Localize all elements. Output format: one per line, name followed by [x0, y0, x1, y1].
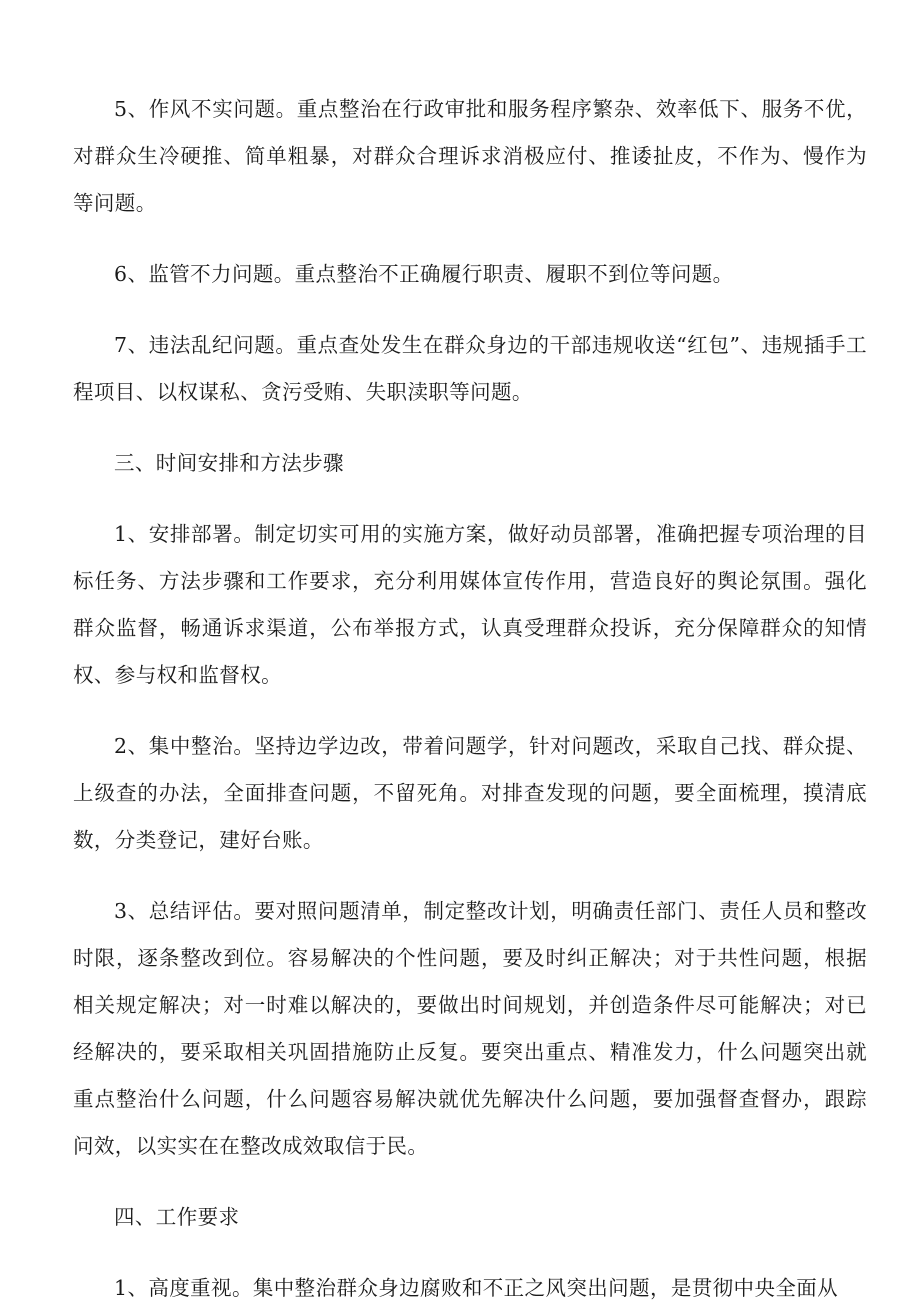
paragraph-step-1-deployment: 1、安排部署。制定切实可用的实施方案，做好动员部署，准确把握专项治理的目标任务、方法步骤和工作要求，充分利用媒体宣传作用，营造良好的舆论氛围。强化群众监督，畅通诉求渠道，公布举报方式，认真受理群众投诉，充分保障群众的知情权、参与权和监督权。: [73, 522, 867, 687]
paragraph-step-2-rectification: 2、集中整治。坚持边学边改，带着问题学，针对问题改，采取自己找、群众提、上级查的办法，全面排查问题，不留死角。对排查发现的问题，要全面梳理，摸清底数，分类登记，建好台账。: [73, 734, 867, 852]
section-heading-3: 三、时间安排和方法步骤: [114, 451, 344, 475]
paragraph-gap: [73, 487, 867, 511]
paragraph-step-3-evaluation: 3、总结评估。要对照问题清单，制定整改计划，明确责任部门、责任人员和整改时限，逐条整改到位。容易解决的个性问题，要及时纠正解决；对于共性问题，根据相关规定解决；对一时难以解决的，要做出时间规划，并创造条件尽可能解决；对已经解决的，要采取相关巩固措施防止反复。要突出重点、精准发力，什么问题突出就重点整治什么问题，什么问题容易解决就优先解决什么问题，要加强督查督办，跟踪问效，以实实在在整改成效取信于民。: [73, 899, 867, 1158]
paragraph-item-7-discipline: 7、违法乱纪问题。重点查处发生在群众身边的干部违规收送“红包”、违规插手工程项目、以权谋私、贪污受贿、失职渎职等问题。: [73, 333, 867, 404]
paragraph-gap: [73, 416, 867, 440]
section-heading-4: 四、工作要求: [114, 1205, 240, 1229]
paragraph-gap: [73, 1241, 867, 1265]
document-body: [73, 86, 867, 1312]
paragraph-gap: [73, 864, 867, 888]
paragraph-gap: [73, 298, 867, 322]
paragraph-gap: [73, 227, 867, 251]
paragraph-requirement-1: 1、高度重视。集中整治群众身边腐败和不正之风突出问题，是贯彻中央全面从: [114, 1276, 839, 1300]
paragraph-gap: [73, 1170, 867, 1194]
paragraph-item-5-work-style: 5、作风不实问题。重点整治在行政审批和服务程序繁杂、效率低下、服务不优，对群众生冷硬推、简单粗暴，对群众合理诉求消极应付、推诿扯皮，不作为、慢作为等问题。: [73, 97, 867, 215]
paragraph-gap: [73, 699, 867, 723]
paragraph-item-6-supervision: 6、监管不力问题。重点整治不正确履行职责、履职不到位等问题。: [114, 262, 734, 286]
